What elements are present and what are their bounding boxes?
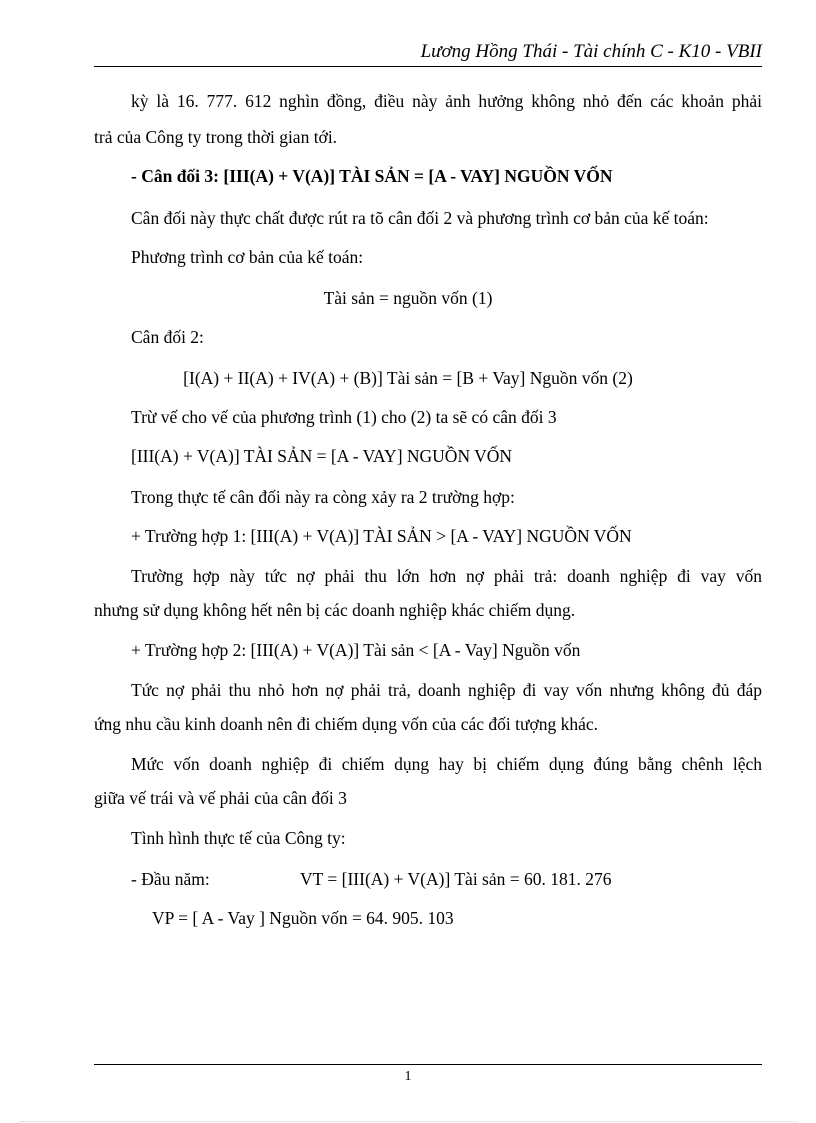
case-2-line: + Trường hợp 2: [III(A) + V(A)] Tài sản < [A - Vay] Nguồn vốn [131, 640, 581, 660]
paragraph-line: Tức nợ phải thu nhỏ hơn nợ phải trả, doanh nghiệp đi vay vốn nhưng không đủ đáp [131, 680, 762, 700]
header-rule [94, 66, 762, 67]
page-number: 1 [404, 1069, 412, 1084]
section-heading: - Cân đối 3: [III(A) + V(A)] TÀI SẢN = [A - VAY] NGUỒN VỐN [131, 166, 613, 186]
footer-rule [94, 1064, 762, 1065]
paragraph-line: nhưng sử dụng không hết nên bị các doanh nghiệp khác chiếm dụng. [94, 600, 576, 620]
page-bottom-border [20, 1121, 796, 1122]
paragraph-line: Cân đối 2: [131, 327, 204, 347]
running-header: Lương Hồng Thái - Tài chính C - K10 - VBII [420, 41, 762, 62]
paragraph-line: Phương trình cơ bản của kế toán: [131, 247, 364, 267]
start-of-year-label: - Đầu năm: [131, 869, 210, 889]
paragraph-line: ứng nhu cầu kinh doanh nên đi chiếm dụng vốn của các đối tượng khác. [94, 714, 598, 734]
paragraph-line: kỳ là 16. 777. 612 nghìn đồng, điều này ảnh hưởng không nhỏ đến các khoản phải [131, 91, 762, 111]
paragraph-line: Cân đối này thực chất được rút ra tõ cân đối 2 và phương trình cơ bản của kế toán: [131, 208, 709, 228]
paragraph-line: Tình hình thực tế của Công ty: [131, 828, 346, 848]
case-1-line: + Trường hợp 1: [III(A) + V(A)] TÀI SẢN > [A - VAY] NGUỒN VỐN [131, 526, 632, 546]
paragraph-line: Trường hợp này tức nợ phải thu lớn hơn nợ phải trả: doanh nghiệp đi vay vốn [131, 566, 762, 586]
equation-1: Tài sản = nguồn vốn (1) [323, 288, 493, 308]
paragraph-line: Mức vốn doanh nghiệp đi chiếm dụng hay bị chiếm dụng đúng bằng chênh lệch [131, 754, 762, 774]
equation-3: [III(A) + V(A)] TÀI SẢN = [A - VAY] NGUỒN VỐN [131, 446, 513, 466]
vp-start-of-year: VP = [ A - Vay ] Nguồn vốn = 64. 905. 103 [152, 908, 454, 928]
vt-start-of-year: VT = [III(A) + V(A)] Tài sản = 60. 181. 276 [300, 869, 612, 889]
paragraph-line: Trong thực tế cân đối này ra còng xảy ra 2 trường hợp: [131, 487, 515, 507]
equation-2: [I(A) + II(A) + IV(A) + (B)] Tài sản = [B + Vay] Nguồn vốn (2) [183, 368, 633, 388]
paragraph-line: trả của Công ty trong thời gian tới. [94, 127, 338, 147]
paragraph-line: Trừ vế cho vế của phương trình (1) cho (2) ta sẽ có cân đối 3 [131, 407, 557, 427]
paragraph-line: giữa vế trái và vế phải của cân đối 3 [94, 788, 347, 808]
